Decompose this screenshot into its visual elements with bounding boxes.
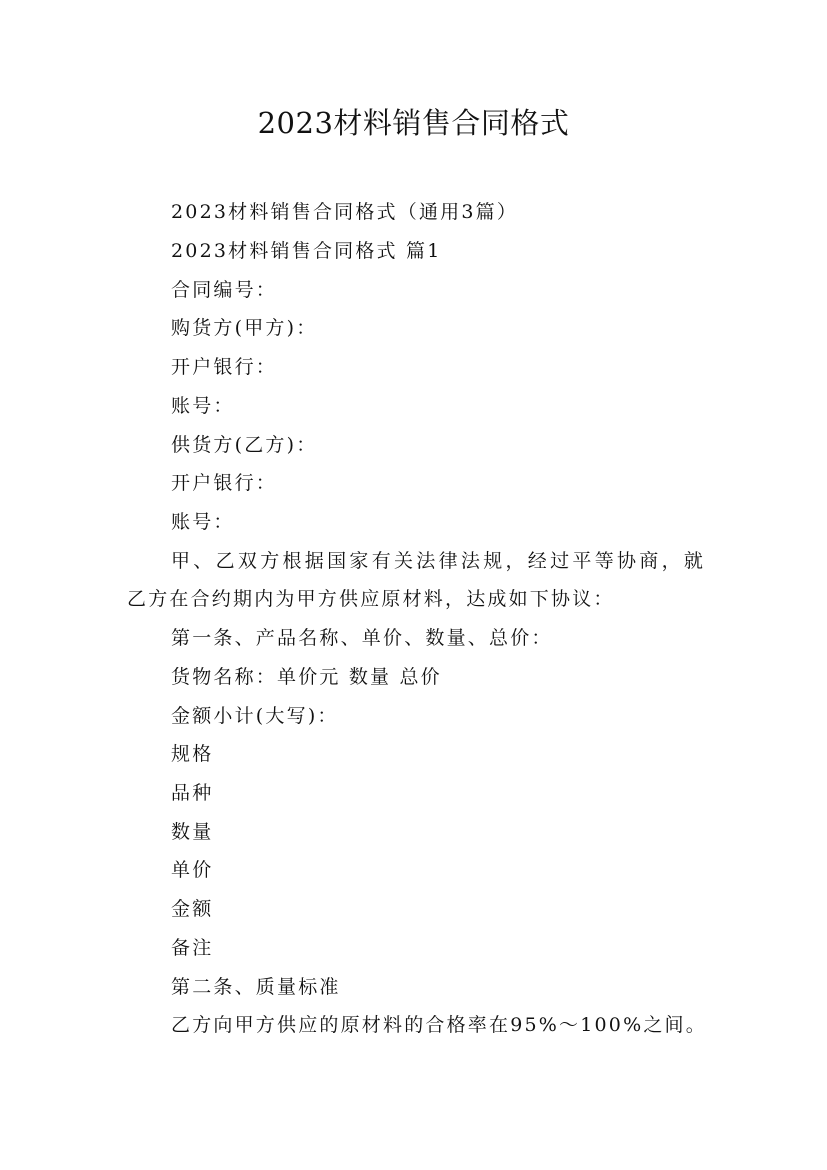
remarks-label: 备注 [171,937,214,959]
goods-name-line: 货物名称：单价元 数量 总价 [171,666,442,688]
contract-number-line: 合同编号： [171,279,278,301]
seller-bank-line: 开户银行： [171,472,278,494]
buyer-line: 购货方(甲方)： [171,317,318,339]
seller-account-line: 账号： [171,511,235,533]
amount-label: 金额 [171,898,214,920]
unit-price-label: 单价 [171,859,214,881]
document-title: 2023材料销售合同格式 [257,106,570,140]
quality-rate-line: 乙方向甲方供应的原材料的合格率在95%～100%之间。 [171,1014,707,1036]
amount-subtotal-line: 金额小计(大写)： [171,705,339,727]
spec-label: 规格 [171,743,214,765]
paragraph-continuation-line: 乙方在合约期内为甲方供应原材料，达成如下协议： [127,588,615,610]
buyer-account-line: 账号： [171,395,235,417]
article-one-heading: 第一条、产品名称、单价、数量、总价： [171,627,553,649]
paragraph-line: 甲、乙双方根据国家有关法律法规，经过平等协商，就 [171,550,707,572]
section-heading: 2023材料销售合同格式 篇1 [171,240,442,262]
quantity-label: 数量 [171,821,214,843]
seller-line: 供货方(乙方)： [171,434,318,456]
article-two-heading: 第二条、质量标准 [171,976,341,998]
buyer-bank-line: 开户银行： [171,356,278,378]
subtitle-line: 2023材料销售合同格式（通用3篇） [171,201,519,223]
variety-label: 品种 [171,782,214,804]
